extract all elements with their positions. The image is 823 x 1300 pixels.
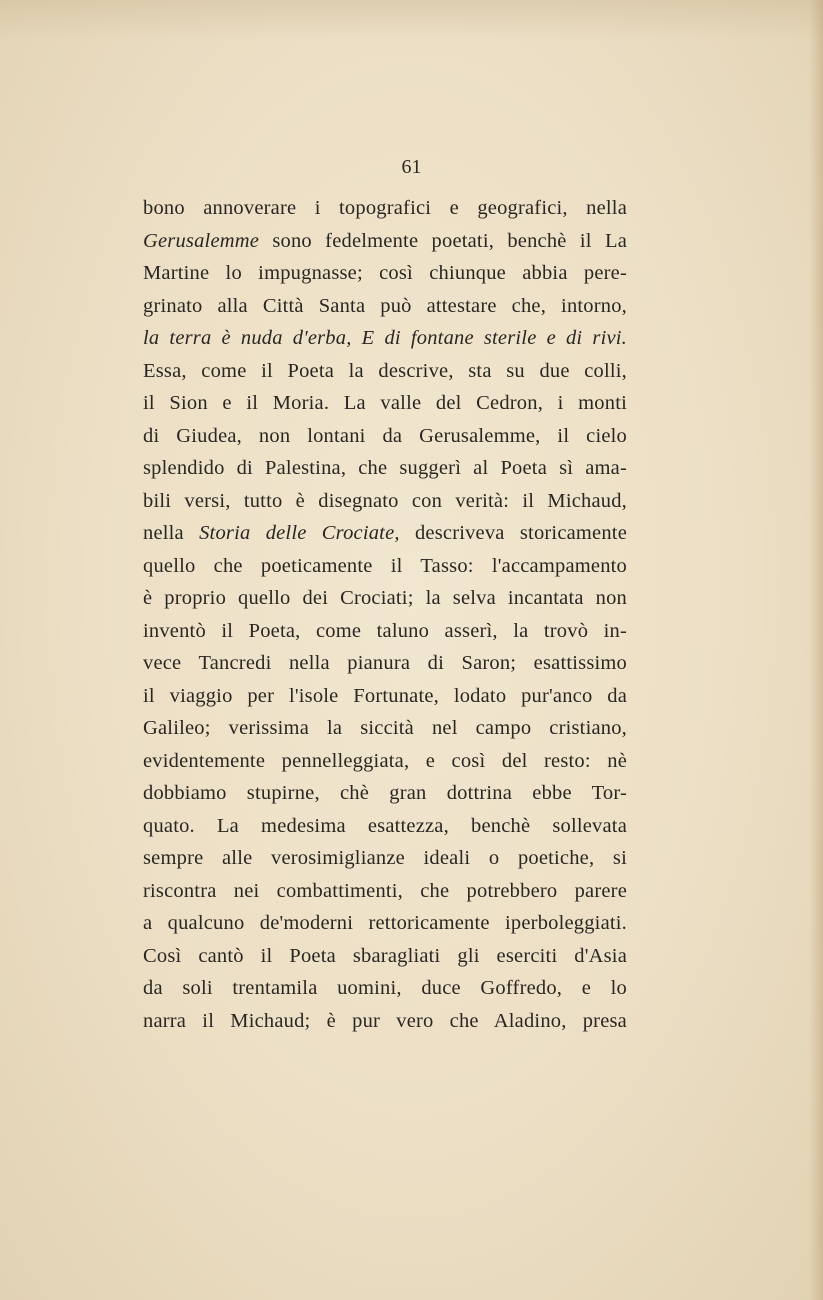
text-line — [143, 972, 627, 1005]
text-segment: bono annoverare i topografici e geografici, nella — [143, 197, 627, 219]
text-segment: Galileo; verissima la siccità nel campo cristiano, — [143, 717, 627, 739]
italic-text: Gerusalemme — [143, 229, 260, 252]
text-line — [143, 322, 627, 355]
text-segment: nella — [143, 522, 200, 544]
text-line — [143, 550, 627, 583]
text-segment: di Giudea, non lontani da Gerusalemme, il cielo — [143, 424, 627, 447]
text-line — [143, 842, 627, 875]
text-segment: sempre alle verosimiglianze ideali o poetiche, si — [143, 847, 627, 869]
text-line — [143, 647, 627, 680]
text-segment: inventò il Poeta, come taluno asserì, la trovò in- — [143, 619, 627, 642]
text-line — [143, 940, 627, 973]
text-segment: quato. La medesima esattezza, benchè sollevata — [143, 814, 627, 837]
text-segment: evidentemente pennelleggiata, e così del resto: nè — [143, 749, 627, 772]
text-line — [143, 680, 627, 713]
text-segment: sono fedelmente poetati, benchè il La — [259, 229, 627, 252]
text-line — [143, 517, 627, 550]
text-segment: il viaggio per l'isole Fortunate, lodato pur'anco da — [143, 684, 627, 707]
page-edge-shading — [809, 0, 823, 1300]
text-line — [143, 192, 627, 225]
text-segment: Così cantò il Poeta sbaragliati gli eserciti d'Asia — [143, 944, 627, 967]
text-segment: vece Tancredi nella pianura di Saron; esattissimo — [143, 652, 627, 674]
text-line — [143, 290, 627, 323]
page-number: 61 — [401, 156, 422, 178]
text-line — [143, 225, 627, 258]
text-segment: quello che poeticamente il Tasso: l'accampamento — [143, 554, 627, 577]
text-line — [143, 387, 627, 420]
text-line — [143, 615, 627, 648]
text-segment: dobbiamo stupirne, chè gran dottrina ebbe Tor- — [143, 782, 627, 804]
text-segment: descriveva storicamente — [399, 522, 627, 544]
body-text — [143, 192, 627, 1037]
text-line — [143, 777, 627, 810]
text-line — [143, 257, 627, 290]
text-line — [143, 355, 627, 388]
text-line — [143, 452, 627, 485]
text-segment: Martine lo impugnasse; così chiunque abbia pere- — [143, 262, 627, 284]
text-line — [143, 485, 627, 518]
text-line — [143, 420, 627, 453]
text-segment: bili versi, tutto è disegnato con verità: il Michaud, — [143, 489, 627, 512]
text-line — [143, 907, 627, 940]
text-segment: da soli trentamila uomini, duce Goffredo, e lo — [143, 977, 627, 999]
text-segment: a qualcuno de'moderni rettoricamente iperboleggiati. — [143, 912, 627, 934]
text-segment: narra il Michaud; è pur vero che Aladino, presa — [143, 1009, 627, 1032]
text-segment: Essa, come il Poeta la descrive, sta su due colli, — [143, 359, 627, 382]
page-top-shading — [0, 0, 823, 40]
text-segment: splendido di Palestina, che suggerì al Poeta sì ama- — [143, 457, 627, 479]
text-line — [143, 582, 627, 615]
text-line — [143, 745, 627, 778]
text-line — [143, 1005, 627, 1038]
text-line — [143, 810, 627, 843]
text-segment: è proprio quello dei Crociati; la selva incantata non — [143, 587, 627, 609]
text-segment: grinato alla Città Santa può attestare che, intorno, — [143, 294, 627, 317]
text-line — [143, 712, 627, 745]
text-segment: riscontra nei combattimenti, che potrebbero parere — [143, 879, 627, 902]
italic-text: Storia delle Crociate, — [199, 522, 400, 544]
italic-text: la terra è nuda d'erba, E di fontane sterile e di rivi. — [143, 327, 627, 349]
text-line — [143, 875, 627, 908]
text-segment: il Sion e il Moria. La valle del Cedron, i monti — [143, 392, 627, 414]
